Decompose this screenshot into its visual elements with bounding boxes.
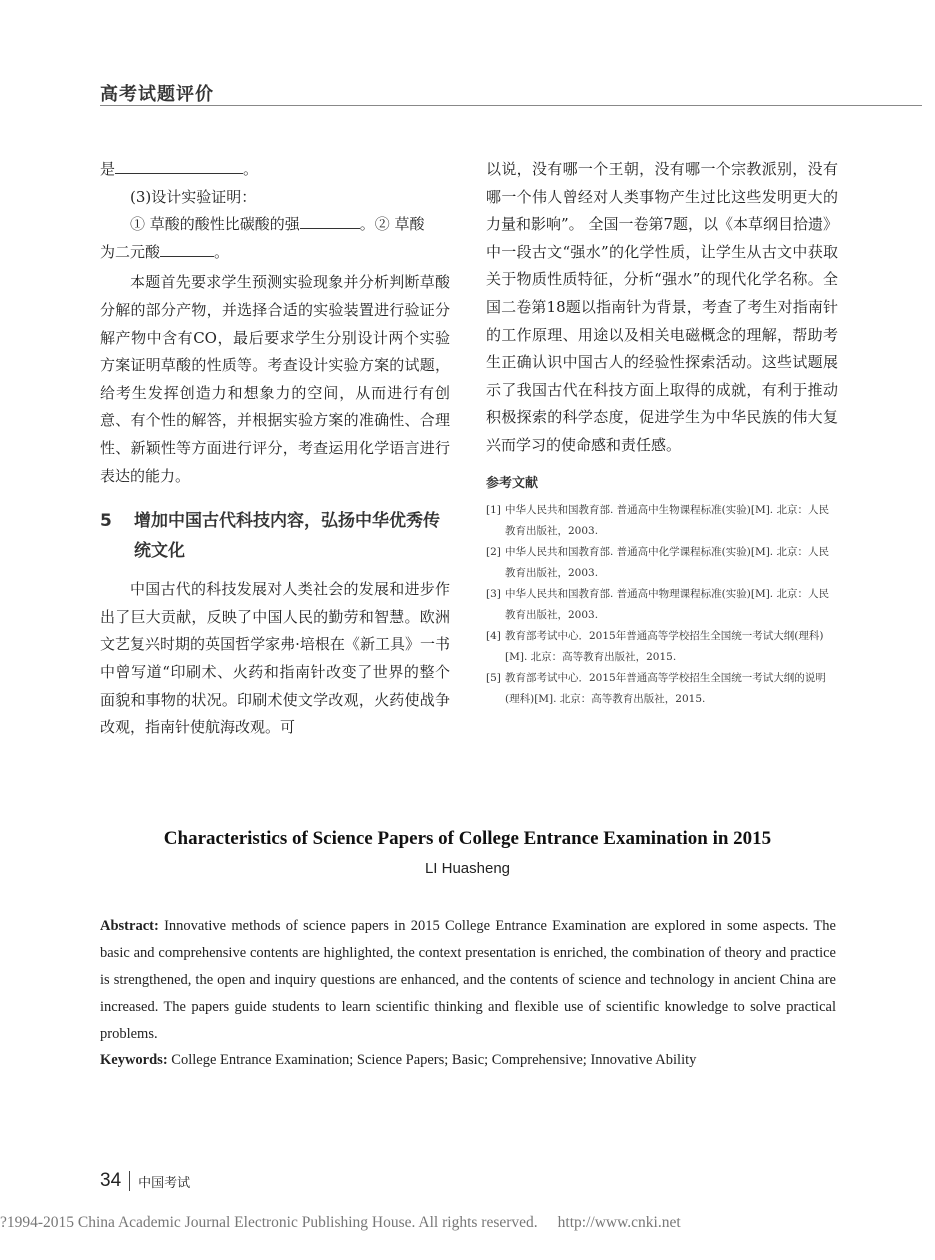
answer-blank-line	[100, 156, 450, 184]
body-paragraph: 本题首先要求学生预测实验现象并分析判断草酸分解的部分产物，并选择合适的实验装置进行验证分解产物中含有CO，最后要求学生分别设计两个实验方案证明草酸的性质等。考查设计实验方案的试题，给考生发挥创造力和想象力的空间，从而进行有创意、有个性的解答，并根据实验方案的准确性、合理性、新颖性等方面进行评分，考查运用化学语言进行表达的能力。	[100, 273, 450, 485]
copyright-text: ?1994-2015 China Academic Journal Electronic Publishing House. All rights reserved.	[0, 1214, 538, 1231]
reference-text: 教育部考试中心．2015年普通高等学校招生全国统一考试大纲(理科)[M]. 北京：高等教育出版社，2015.	[505, 629, 824, 663]
item-3-sub-part3: 为二元酸	[100, 242, 161, 261]
item-3-sub-part1: ① 草酸的酸性比碳酸的强	[130, 215, 300, 234]
english-author: LI Huasheng	[424, 860, 511, 877]
section-title: 增加中国古代科技内容，弘扬中华优秀传统文化	[134, 511, 440, 562]
item-3: (3)设计实验证明：	[130, 187, 257, 206]
answer-blank	[115, 159, 243, 174]
reference-number: [2]	[486, 545, 501, 558]
item-3-sub	[100, 211, 450, 239]
journal-name: 中国考试	[138, 1175, 191, 1191]
item-3-sub-cont	[100, 239, 450, 267]
reference-item	[486, 500, 838, 542]
section-heading	[100, 506, 450, 566]
references-title: 参考文献	[486, 475, 539, 491]
reference-text: 中华人民共和国教育部. 普通高中化学课程标准(实验)[M]. 北京：人民教育出版社，2003.	[505, 545, 829, 579]
header-rule	[100, 105, 922, 106]
reference-list	[486, 500, 838, 710]
reference-text: 中华人民共和国教育部. 普通高中生物课程标准(实验)[M]. 北京：人民教育出版社，2003.	[505, 503, 829, 537]
right-column	[486, 156, 838, 710]
reference-item	[486, 584, 838, 626]
blank-suffix: 。	[243, 160, 259, 178]
reference-text: 中华人民共和国教育部. 普通高中物理课程标准(实验)[M]. 北京：人民教育出版社，2003.	[505, 587, 829, 621]
keywords-label: Keywords:	[100, 1052, 168, 1068]
english-abstract	[100, 913, 836, 1048]
answer-blank	[300, 214, 360, 229]
item-3-sub-part2: 。② 草酸	[359, 215, 425, 234]
item-3-sub-part4: 。	[214, 242, 230, 261]
blank-prefix: 是	[100, 160, 116, 178]
english-title: Characteristics of Science Papers of College Entrance Examination in 2015	[163, 828, 772, 849]
page-footer	[100, 1170, 190, 1192]
reference-number: [1]	[486, 503, 501, 516]
page-number: 34	[100, 1170, 122, 1191]
section-number: 5	[100, 511, 112, 532]
reference-item	[486, 668, 838, 710]
body-paragraph: 中国古代的科技发展对人类社会的发展和进步作出了巨大贡献，反映了中国人民的勤劳和智慧。欧洲文艺复兴时期的英国哲学家弗·培根在《新工具》一书中曾写道“印刷术、火药和指南针改变了世界的整个面貌和事物的状况。印刷术使文学改观，火药使战争改观，指南针使航海改观。可	[100, 580, 450, 737]
answer-blank	[160, 242, 214, 257]
left-column	[100, 156, 450, 742]
keywords-text: College Entrance Examination; Science Papers; Basic; Comprehensive; Innovative Ability	[167, 1052, 697, 1068]
abstract-text: Innovative methods of science papers in 2015 College Entrance Examination are explored in some aspects. The basic and comprehensive contents are highlighted, the context presentation is enriched, the combination of theory and practice is strengthened, the open and inquiry questions are enhanced, and the contents of science and technology in ancient China are increased. The papers guide students to learn scientific thinking and flexible use of scientific knowledge to solve practical problems.	[100, 918, 836, 1042]
reference-number: [4]	[486, 629, 501, 642]
cnki-link[interactable]: http://www.cnki.net	[557, 1214, 681, 1231]
body-paragraph: 以说，没有哪一个王朝，没有哪一个宗教派别，没有哪一个伟人曾经对人类事物产生过比这些发明更大的力量和影响”。 全国一卷第7题，以《本草纲目拾遗》中一段古文“强水”的化学性质，让学生从古文中获取关于物质性质特征，分析“强水”的现代化学名称。全国二卷第18题以指南针为背景，考查了考生对指南针的工作原理、用途以及相关电磁概念的理解，帮助考生正确认识中国古人的经验性探索活动。这些试题展示了我国古代在科技方面上取得的成就，有利于推动积极探索的科学态度，促进学生为中华民族的伟大复兴而学习的使命感和责任感。	[486, 160, 838, 454]
reference-item	[486, 626, 838, 668]
english-keywords	[100, 1047, 836, 1074]
abstract-label: Abstract:	[100, 918, 159, 934]
reference-number: [5]	[486, 671, 501, 684]
reference-item	[486, 542, 838, 584]
running-header: 高考试题评价	[100, 84, 214, 105]
reference-text: 教育部考试中心．2015年普通高等学校招生全国统一考试大纲的说明(理科)[M]. 北京：高等教育出版社，2015.	[505, 671, 826, 705]
footer-divider	[129, 1171, 130, 1191]
copyright-line	[0, 1214, 681, 1232]
reference-number: [3]	[486, 587, 501, 600]
